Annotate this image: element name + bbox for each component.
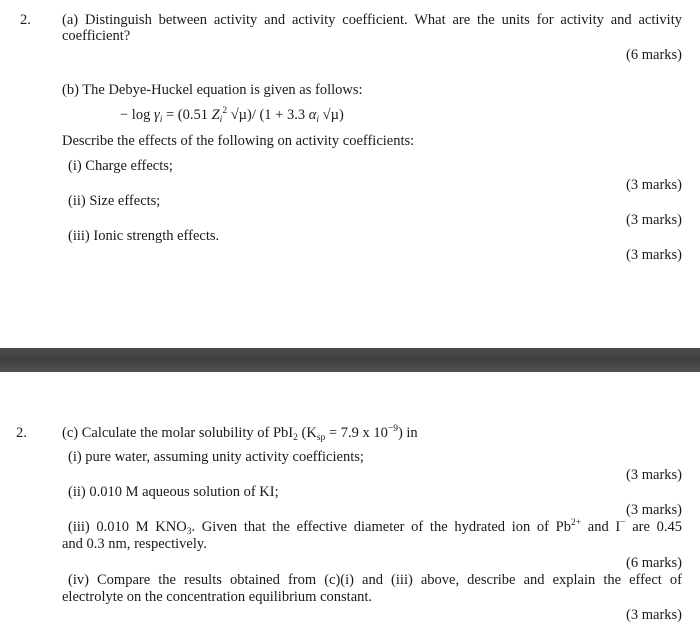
item-ionic-strength-effects: (iii) Ionic strength effects. [68,228,220,244]
item-size-effects-marks: (3 marks) [626,212,682,228]
item-charge-effects: (i) Charge effects; [68,158,173,174]
item-ki-solution: (ii) 0.010 M aqueous solution of KI; [68,484,279,500]
item-compare-marks: (3 marks) [626,607,682,623]
part-a-text-line1: (a) Distinguish between activity and activity coefficient. What are the units for activity and activity [62,12,682,28]
part-c-text: (c) Calculate the molar solubility of PbI$_2$ ($K_{sp} = 7.9$ x $10^{-9}$) in [62,424,418,443]
item-ionic-strength-effects-marks: (3 marks) [626,247,682,263]
item-compare-line2: electrolyte on the concentration equilibrium constant. [62,589,373,605]
section-divider [0,348,700,372]
item-pure-water-marks: (3 marks) [626,467,682,483]
item-charge-effects-marks: (3 marks) [626,177,682,193]
part-a-text-line2: coefficient? [62,28,131,44]
describe-instruction: Describe the effects of the following on activity coefficients: [62,133,415,149]
debye-huckel-equation: − $\log \gamma_i = (0.51$ $Z_i^2$ √µ)/ (1 + 3.3 $\alpha_i$ √µ) [120,106,344,125]
part-a-marks: (6 marks) [626,47,682,63]
item-compare-line1: (iv) Compare the results obtained from (c)(i) and (iii) above, describe and explain the effect of [68,572,682,588]
item-kno3-line2: and 0.3 nm, respectively. [62,536,207,552]
item-pure-water: (i) pure water, assuming unity activity coefficients; [68,449,364,465]
item-ki-solution-marks: (3 marks) [626,502,682,518]
item-kno3-line1: (iii) 0.010 M $KNO_3$. Given that the effective diameter of the hydrated ion of $Pb^{2+}$ and I− are 0.45 [68,518,682,537]
item-size-effects: (ii) Size effects; [68,193,161,209]
item-kno3-marks: (6 marks) [626,555,682,571]
part-b-intro: (b) The Debye-Huckel equation is given as follows: [62,82,363,98]
question-number: 2. [20,12,31,28]
question-number-2: 2. [16,425,27,441]
